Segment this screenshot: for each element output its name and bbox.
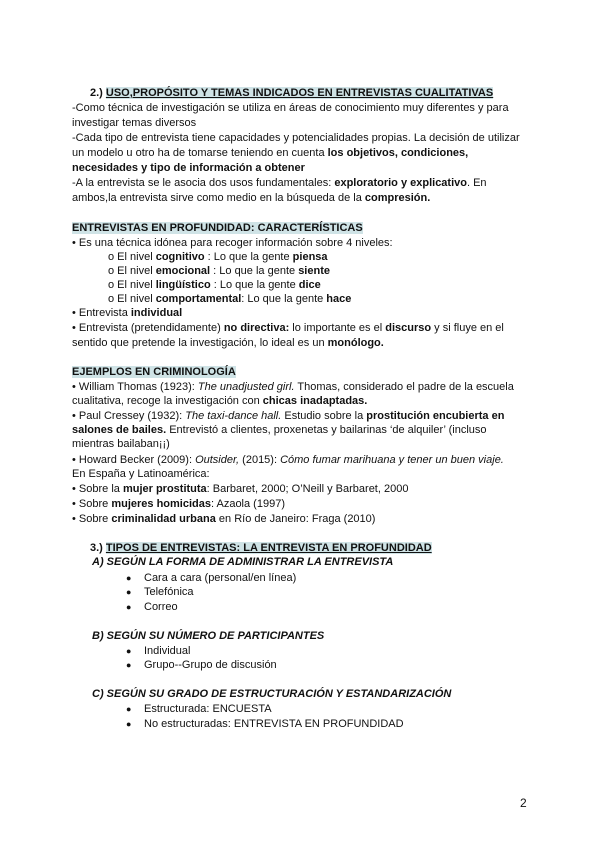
text-run: (2015): — [239, 454, 281, 466]
list-item — [72, 321, 504, 335]
text-run: : Lo que la gente — [204, 251, 293, 263]
subsection-c-title: C) SEGÚN SU GRADO DE ESTRUCTURACIÓN Y ESTANDARIZACIÓN — [92, 688, 452, 700]
text-run-bold: exploratorio y explicativo — [334, 177, 467, 189]
text-run-italic: The unadjusted girl. — [197, 381, 295, 393]
paragraph-line — [72, 336, 384, 350]
ejemplos-heading — [72, 365, 236, 379]
paragraph-line: mientras bailaban¡¡) — [72, 438, 170, 450]
text-run-bold: dice — [298, 279, 321, 291]
text-run-italic: Cómo fumar marihuana y tener un buen viaje. — [280, 454, 504, 466]
text-run: sentido que pretende la investigación, lo ideal es un — [72, 337, 328, 349]
paragraph-line: -Como técnica de investigación se utiliza en áreas de conocimiento muy diferentes y para — [72, 102, 509, 114]
text-run: -A la entrevista se le asocia dos usos fundamentales: — [72, 177, 335, 189]
list-item — [72, 482, 408, 496]
section-3-heading — [90, 541, 432, 555]
text-run: • Entrevista (pretendidamente) — [72, 322, 224, 334]
text-run: : Lo que la gente — [210, 279, 299, 291]
text-run: Entrevistó a clientes, proxenetas y bailarinas ‘de alquiler’ (incluso — [166, 424, 487, 436]
text-run: • Sobre — [72, 513, 112, 525]
subsection-b-title: B) SEGÚN SU NÚMERO DE PARTICIPANTES — [92, 630, 325, 642]
text-run: • Howard Becker (2009): — [72, 454, 196, 466]
text-run: : Lo que la gente — [210, 265, 299, 277]
text-run-bold: monólogo. — [327, 337, 384, 349]
text-run: o El nivel — [108, 251, 156, 263]
text-run: • Sobre — [72, 498, 112, 510]
profundidad-heading — [72, 221, 363, 235]
list-item-text: Estructurada: ENCUESTA — [144, 703, 272, 715]
list-item-text: Grupo--Grupo de discusión — [144, 659, 277, 671]
text-run: o El nivel — [108, 279, 156, 291]
text-run-bold: cognitivo — [155, 251, 205, 263]
text-run: : Azaola (1997) — [210, 498, 285, 510]
list-item-text: No estructuradas: ENTREVISTA EN PROFUNDIDAD — [144, 718, 404, 730]
text-run-italic: The taxi-dance hall. — [185, 410, 282, 422]
text-run-bold: emocional — [155, 265, 211, 277]
level-item — [108, 250, 328, 264]
list-item-text: Correo — [144, 601, 178, 613]
text-run-italic: Outsider, — [195, 454, 240, 466]
section-2-number: 2.) — [90, 87, 103, 99]
text-run: o El nivel — [108, 265, 156, 277]
list-item — [72, 409, 504, 423]
section-3-title: TIPOS DE ENTREVISTAS: LA ENTREVISTA EN PROFUNDIDAD — [105, 542, 432, 554]
text-run: un modelo u otro ha de tomarse teniendo en cuenta — [72, 147, 328, 159]
list-item-text: Cara a cara (personal/en línea) — [144, 572, 297, 584]
paragraph-line — [72, 176, 487, 190]
section-2-heading — [90, 86, 493, 100]
text-run-bold: criminalidad urbana — [111, 513, 216, 525]
bullet-icon: ● — [126, 602, 132, 612]
list-item-text: Individual — [144, 645, 191, 657]
paragraph-line — [72, 161, 305, 175]
list-item — [126, 571, 296, 585]
bullet-icon: ● — [126, 573, 132, 583]
bullet-icon: ● — [126, 704, 132, 714]
text-run: • Entrevista — [72, 307, 131, 319]
heading-text: ENTREVISTAS EN PROFUNDIDAD: CARACTERÍSTICAS — [72, 222, 363, 234]
text-run: • Paul Cressey (1932): — [72, 410, 186, 422]
section-2-title: USO,PROPÓSITO Y TEMAS INDICADOS EN ENTREVISTAS CUALITATIVAS — [105, 87, 494, 99]
list-item-text: Telefónica — [144, 586, 194, 598]
heading-text: EJEMPLOS EN CRIMINOLOGÍA — [72, 366, 236, 378]
paragraph-line: -Cada tipo de entrevista tiene capacidades y potencialidades propias. La decisión de utilizar — [72, 132, 520, 144]
bullet-icon: ● — [126, 660, 132, 670]
text-run: y si fluye en el — [431, 322, 504, 334]
paragraph-line — [72, 423, 487, 437]
list-item — [126, 717, 404, 731]
paragraph-line — [72, 394, 367, 408]
paragraph-line — [72, 191, 430, 205]
text-run-bold: mujeres homicidas — [111, 498, 211, 510]
page-number: 2 — [520, 796, 527, 810]
paragraph-line — [72, 146, 468, 160]
text-run: • William Thomas (1923): — [72, 381, 198, 393]
text-run-bold: compresión. — [364, 192, 431, 204]
text-run: . En — [466, 177, 487, 189]
list-item — [126, 644, 190, 658]
subsection-a-title: A) SEGÚN LA FORMA DE ADMINISTRAR LA ENTREVISTA — [92, 556, 394, 568]
text-run-bold: piensa — [292, 251, 328, 263]
text-run-bold: salones de bailes. — [72, 424, 167, 436]
level-item — [108, 292, 351, 306]
list-item — [72, 497, 285, 511]
text-run-bold: no directiva: — [223, 322, 290, 334]
bullet-icon: ● — [126, 587, 132, 597]
level-item — [108, 264, 330, 278]
text-run-bold: chicas inadaptadas. — [262, 395, 368, 407]
list-item — [126, 585, 194, 599]
text-run: • Sobre la — [72, 483, 123, 495]
text-run-bold: siente — [298, 265, 330, 277]
text-run: ambos,la entrevista sirve como medio en la búsqueda de la — [72, 192, 365, 204]
list-item — [72, 512, 375, 526]
text-run-bold: discurso — [385, 322, 432, 334]
bullet-icon: ● — [126, 719, 132, 729]
list-item: • Es una técnica idónea para recoger información sobre 4 niveles: — [72, 237, 393, 249]
level-item — [108, 278, 321, 292]
section-3-number: 3.) — [90, 542, 103, 554]
text-run: : Lo que la gente — [241, 293, 327, 305]
list-item — [72, 306, 182, 320]
text-run-bold: mujer prostituta — [122, 483, 207, 495]
text-run-bold: los objetivos, condiciones, — [327, 147, 469, 159]
text-run: lo importante es el — [289, 322, 386, 334]
text-run-bold: lingüístico — [155, 279, 211, 291]
text-run-bold: comportamental — [155, 293, 242, 305]
list-item — [126, 600, 178, 614]
paragraph-line: investigar temas diversos — [72, 117, 197, 129]
text-run-bold: prostitución encubierta en — [366, 410, 505, 422]
list-item — [126, 702, 272, 716]
text-run-bold: hace — [326, 293, 352, 305]
list-item — [126, 658, 277, 672]
text-run: : Barbaret, 2000; O’Neill y Barbaret, 2000 — [206, 483, 409, 495]
paragraph-line: En España y Latinoamérica: — [72, 468, 210, 480]
list-item — [72, 453, 504, 467]
text-run-bold: individual — [130, 307, 183, 319]
text-run-bold: necesidades y tipo de información a obtener — [72, 162, 305, 174]
text-run: cualitativa, recoge la investigación con — [72, 395, 263, 407]
list-item — [72, 380, 514, 394]
text-run: en Río de Janeiro: Fraga (2010) — [215, 513, 376, 525]
bullet-icon: ● — [126, 646, 132, 656]
text-run: Estudio sobre la — [281, 410, 367, 422]
text-run: Thomas, considerado el padre de la escuela — [294, 381, 514, 393]
text-run: o El nivel — [108, 293, 156, 305]
